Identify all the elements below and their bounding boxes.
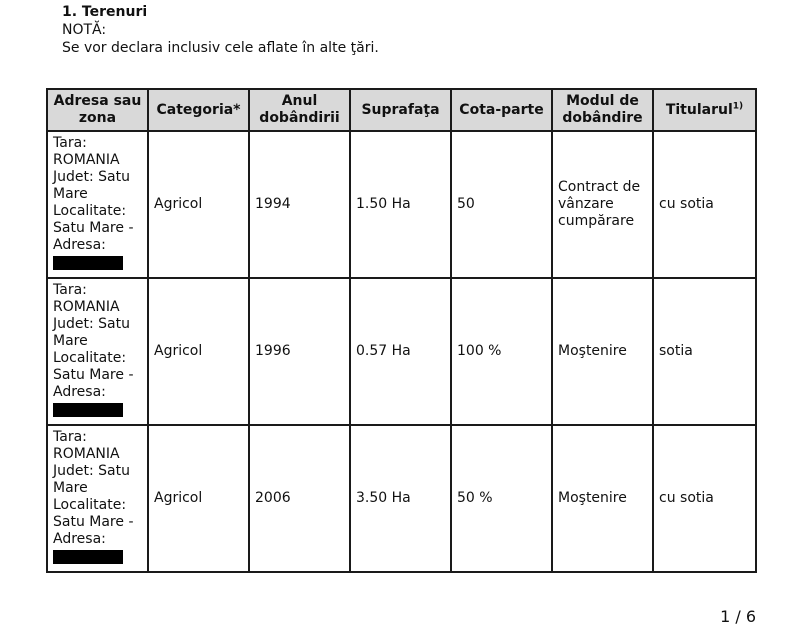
header-owner-footnote: 1) [732,100,744,111]
address-line: Tara: [53,135,87,151]
cell-mode: Contract de vânzare cumpărare [552,131,653,278]
address-line: Localitate: [53,350,127,366]
address-line: Adresa: [53,531,106,547]
header-owner [653,89,756,131]
cell-share: 50 % [451,425,552,572]
address-line: Tara: [53,429,87,445]
note-label: NOTĂ: [62,22,107,38]
cell-area: 0.57 Ha [350,278,451,425]
address-line: Adresa: [53,384,106,400]
cell-category: Agricol [148,425,249,572]
address-line: Mare [53,186,88,202]
cell-mode: Moştenire [552,425,653,572]
address-line: Satu Mare - [53,367,134,383]
table-row [47,278,756,425]
cell-category: Agricol [148,131,249,278]
address-line: Localitate: [53,497,127,513]
address-line: Judet: Satu [53,169,130,185]
address-line: Judet: Satu [53,316,130,332]
address-line: Mare [53,333,88,349]
address-line: ROMANIA [53,299,120,315]
cell-mode: Moştenire [552,278,653,425]
cell-address [47,425,148,572]
address-line: Localitate: [53,203,127,219]
redaction-bar [53,256,123,270]
header-share: Cota-parte [451,89,552,131]
address-line: ROMANIA [53,152,120,168]
address-line: Satu Mare - [53,220,134,236]
table-row [47,425,756,572]
table-header-row [47,89,756,131]
address-line: ROMANIA [53,446,120,462]
header-category: Categoria* [148,89,249,131]
redaction-bar [53,550,123,564]
cell-year: 1994 [249,131,350,278]
cell-area: 1.50 Ha [350,131,451,278]
header-mode: Modul de dobândire [552,89,653,131]
cell-area: 3.50 Ha [350,425,451,572]
cell-owner: sotia [653,278,756,425]
redaction-bar [53,403,123,417]
address-line: Judet: Satu [53,463,130,479]
cell-category: Agricol [148,278,249,425]
cell-share: 50 [451,131,552,278]
header-address: Adresa sau zona [47,89,148,131]
address-line: Adresa: [53,237,106,253]
page-indicator: 1 / 6 [720,607,756,626]
address-line: Tara: [53,282,87,298]
address-line: Satu Mare - [53,514,134,530]
cell-share: 100 % [451,278,552,425]
note-text: Se vor declara inclusiv cele aflate în alte ţări. [62,40,379,56]
cell-address [47,278,148,425]
cell-owner: cu sotia [653,425,756,572]
cell-year: 2006 [249,425,350,572]
header-year: Anul dobândirii [249,89,350,131]
header-area: Suprafaţa [350,89,451,131]
cell-address [47,131,148,278]
header-owner-label: Titularul [665,101,733,118]
cell-owner: cu sotia [653,131,756,278]
address-line: Mare [53,480,88,496]
section-title: 1. Terenuri [62,4,148,20]
land-table [46,88,757,573]
table-row [47,131,756,278]
cell-year: 1996 [249,278,350,425]
